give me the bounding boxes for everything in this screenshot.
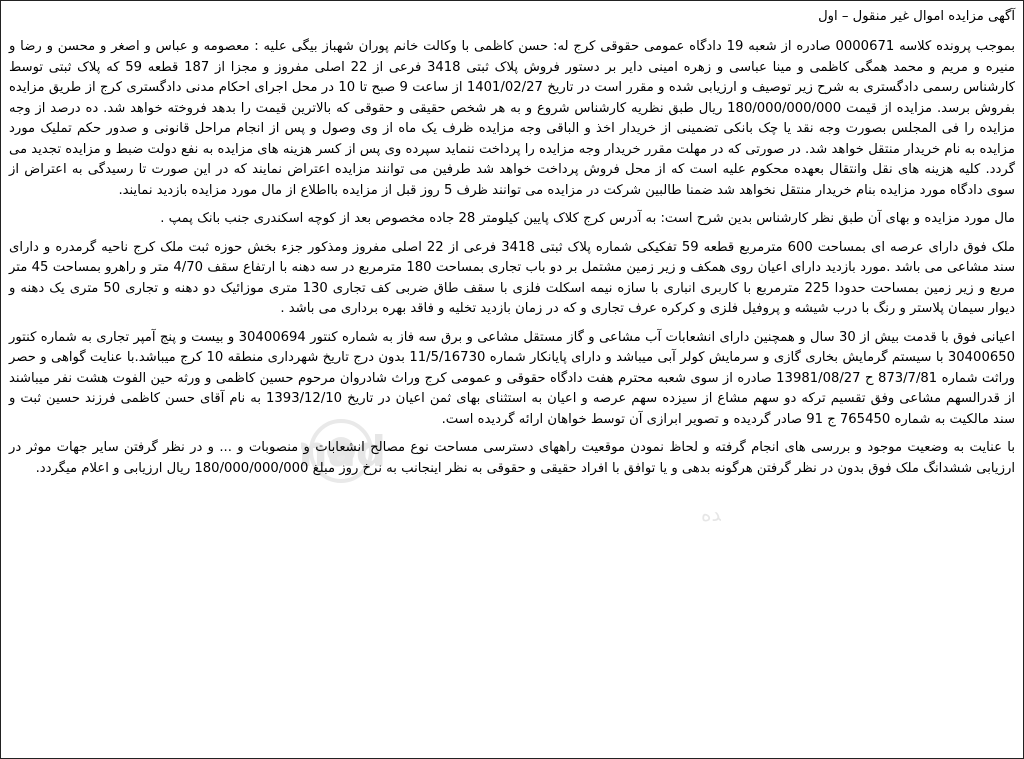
notice-title: آگهی مزایده اموال غیر منقول – اول <box>818 9 1015 24</box>
paragraph-utilities-ownership: اعیانی فوق با قدمت بیش از 30 سال و همچنین دارای انشعابات آب مشاعی و گاز مستقل مشاعی و برق سه فاز به شماره کنتور 30400694 و بیست و پنج آمپر تجاری به شماره کنتور 30400650 با سیستم گرمایش بخاری گازی و سرمایش کولر آبی میباشد و دارای پایانکار شماره 11/5/16730 بدون درج تاریخ شهرداری منطقه 10 کرج میباشد.با عنایت گواهی و حصر وراثت شماره 873/7/81 ح 13981/08/27 صادره از سوی شعبه محترم هفت دادگاه حقوقی و عمومی کرج وراث شادروان مرحوم حسین کاظمی و ورثه حین الفوت هشت نفر میباشند از قدرالسهم مشاعی وفق تقسیم ترکه دو سهم مشاع از سیزده سهم عرصه و اعیان به استثنای بهای ثمن اعیان در تاریخ 1393/12/10 به نام آقای حسن کاظمی فرزند حسین ثبت و سند مالکیت به شماره 765450 ج 91 صادر گردیده و تصویر ابرازی آن توسط خواهان ارائه گردیده است. <box>9 329 1016 427</box>
watermark-tagline: ده <box>701 502 721 526</box>
paragraph-auction-terms: بموجب پرونده کلاسه 0000671 صادره از شعبه 19 دادگاه عمومی حقوقی کرج له: حسن کاظمی با وکالت خانم پوران شهباز بیگی علیه : معصومه و عباس و اصغر و محسن و رضا و منیره و مریم و محمد همگی کاظمی و مینا عباسی و زهره امینی دایر بر دستور فروش پلاک ثبتی 3418 فرعی از 22 اصلی مفروز و مجزا از 187 قطعه 59 که پلاک ثبتی توسط کارشناس رسمی دادگستری به شرح زیر توصیف و ارزیابی شده و مقرر است در تاریخ 1401/02/27 از ساعت 9 صبح تا 10 در محل اجرای احکام مدنی دادگستری کرج از طریق مزایده بفروش برسد. مزایده از قیمت 180/000/000/000 ریال طبق نظریه کارشناس شروع و به هر شخص حقیقی و حقوقی که بالاترین قیمت را بدهد فروخته خواهد شد. ده درصد از وجه مزایده را فی المجلس بصورت وجه نقد یا چک بانکی تضمینی از خریدار اخذ و الباقی وجه مزایده ظرف یک ماه از وی وصول و پس از انجام مراحل قانونی و صدور حکم تملیک مورد مزایده به نام خریدار منتقل خواهد شد. در صورتی که در مهلت مقرر خریدار وجه مزایده را پرداخت ننماید سپرده وی پس از کسر هزینه های مزایده به نفع دولت ضبط و مزایده تجدید می گردد. کلیه هزینه های نقل وانتقال بعهده محکوم علیه است که از محل فروش پرداخت خواهد شد طرفین می توانند مزایده اعتراض نمایند که در این صورت تا رسیدگی به اعتراض از سوی دادگاه مورد مزایده بنام خریدار منتقل نخواهد شد ضمنا طالبین شرکت در مزایده می توانند ظرف 5 روز قبل از مزایده بااطلاع از مال مورد مزایده بازدید نمایند. <box>9 39 1015 198</box>
paragraph-property-address: مال مورد مزایده و بهای آن طبق نظر کارشناس بدین شرح است: به آدرس کرج کلاک پایین کیلومتر 28 جاده مخصوص بعد از کوچه اسکندری جنب بانک پمپ . <box>160 211 1015 226</box>
paragraph-property-description: ملک فوق دارای عرصه ای بمساحت 600 مترمربع قطعه 59 تفکیکی شماره پلاک ثبتی 3418 فرعی از 22 اصلی مفروز ومذکور جزء بخش حوزه ثبت ملک کرج ناحیه گرمدره و دارای سند مشاعی می باشد .مورد بازدید دارای اعیان روی همکف و زیر زمین مشتمل بر دو باب تجاری بمساحت 180 مترمربع در سه دهنه با ارتفاع سقف 4/70 متر و راهرو بمساحت 45 متر مربع و زیر زمین بمساحت حدودا 225 مترمربع با کاربری انباری با سازه نیمه اسکلت فلزی با سقف طاق ضربی کف تجاری 130 متری موزائیک دو دهنه و تجاری 50 متری یک دهنه و دیوار سیمان پلاستر و رنگ با درب شیشه و پروفیل فلزی و کرکره عرف تجاری و که در زمان بازدید تخلیه و فاقد بهره برداری می باشد . <box>9 239 1015 316</box>
notice-body <box>9 37 1015 487</box>
watermark-brand: ad <box>327 427 386 476</box>
paragraph-valuation: با عنایت به وضعیت موجود و بررسی های انجام گرفته و لحاظ نمودن موقعیت راههای دسترسی مساحت نوع مصالح انشعابات و منصوبات و ... و در نظر گرفتن سایر جهات موثر در ارزیابی ششدانگ ملک فوق بدون در نظر گرفتن هرگونه بدهی و یا توافق با افراد حقیقی و حقوقی به نظر اینجانب به نرخ روز مبلغ 180/000/000/000 ریال ارزیابی و اعلام میگردد. <box>9 440 1015 476</box>
